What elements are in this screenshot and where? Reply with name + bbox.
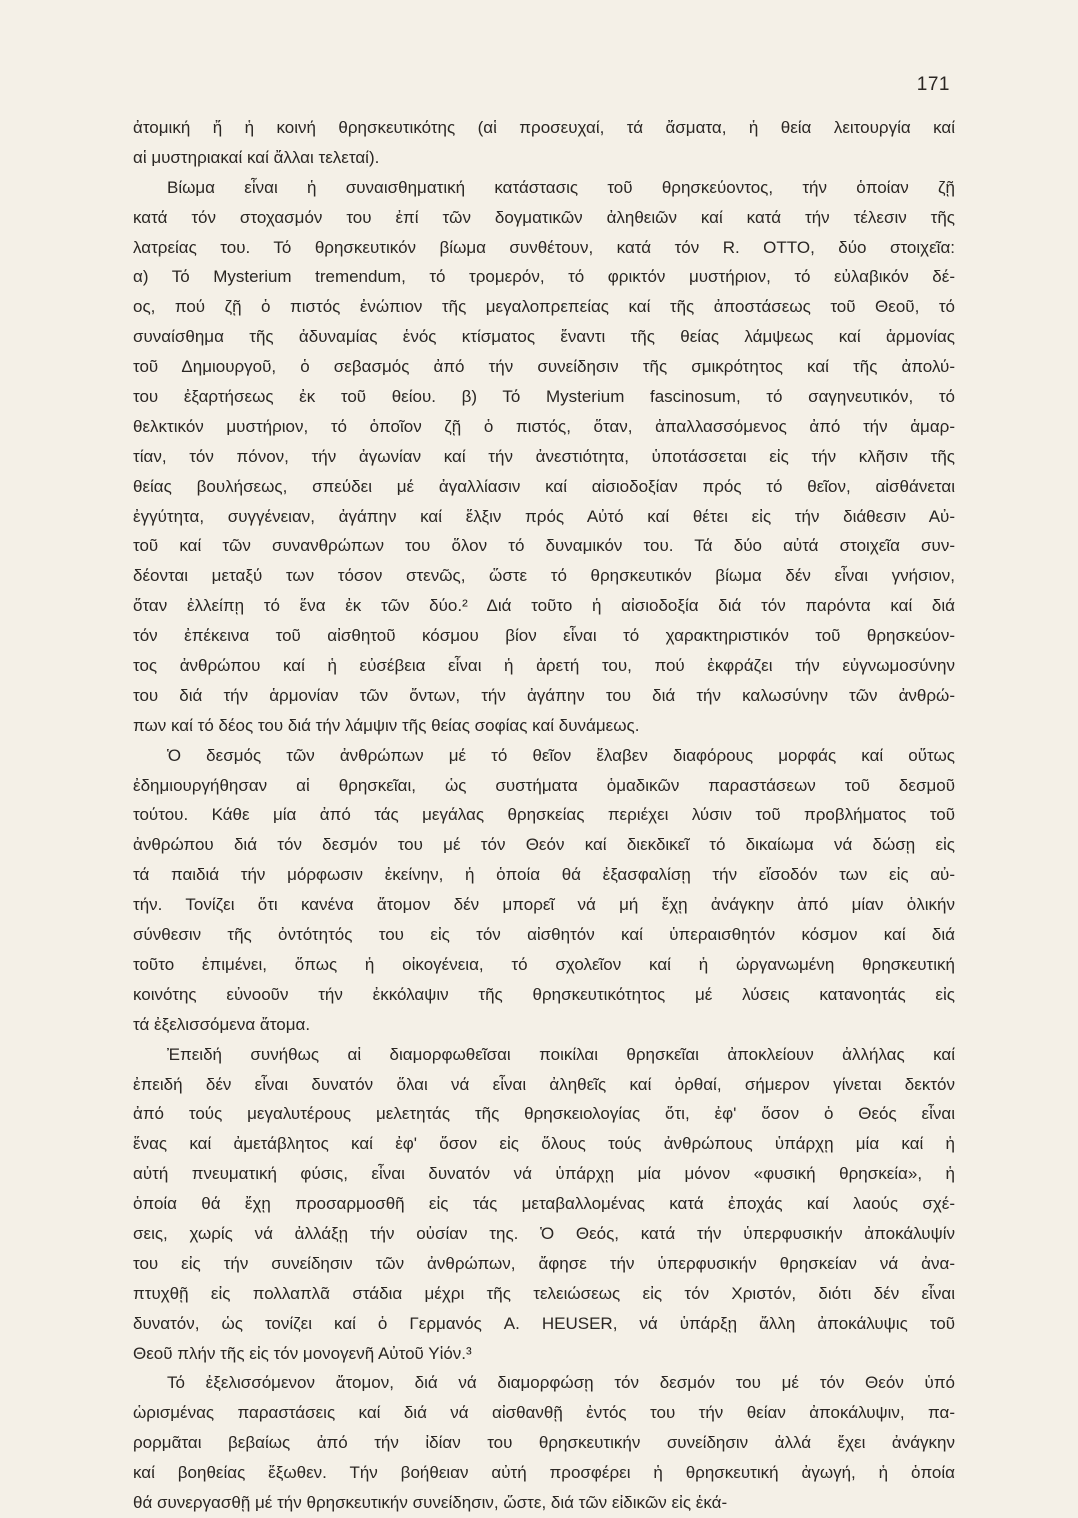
- text-line: ἐγγύτητα, συγγένειαν, ἀγάπην καί ἕλξιν πρός Αὐτό καί θέτει εἰς τήν διάθεσιν Αὐ-: [133, 506, 955, 526]
- text-line: καί βοηθείας ἔξωθεν. Τήν βοήθειαν αὐτή προσφέρει ἡ θρησκευτική ἀγωγή, ἡ ὁποία: [133, 1463, 955, 1483]
- text-line: ρορμᾶται βεβαίως ἀπό τήν ἰδίαν του θρησκευτικήν συνείδησιν ἀλλά ἔχει ἀνάγκην: [133, 1433, 955, 1453]
- text-line: αἱ μυστηριακαί καί ἄλλαι τελεταί).: [133, 147, 380, 167]
- paragraph: [133, 741, 955, 1040]
- text-line: σεις, χωρίς νά ἀλλάξῃ τήν οὐσίαν της. Ὁ Θεός, κατά τήν ὑπερφυσικήν ἀποκάλυψίν: [133, 1223, 955, 1243]
- text-line: ος, πού ζῇ ὁ πιστός ἐνώπιον τῆς μεγαλοπρεπείας καί τῆς ἀποστάσεως τοῦ Θεοῦ, τό: [133, 297, 955, 317]
- text-line: σύνθεσιν τῆς ὀντότητός του εἰς τόν αἰσθητόν καί ὑπεραισθητόν κόσμον καί διά: [133, 925, 955, 945]
- text-line: θελκτικόν μυστήριον, τό ὁποῖον ζῇ ὁ πιστός, ὅταν, ἀπαλλασσόμενος ἀπό τήν ἁμαρ-: [133, 416, 955, 436]
- text-line: θείας βουλήσεως, σπεύδει μέ ἀγαλλίασιν καί αἰσιοδοξίαν πρός τό θεῖον, αἰσθάνεται: [133, 476, 955, 496]
- text-line: ὡρισμένας παραστάσεις καί διά νά αἰσθανθῇ ἐντός του τήν θείαν ἀποκάλυψιν, πα-: [133, 1403, 955, 1423]
- text-line: του εἰς τήν συνείδησιν τῶν ἀνθρώπων, ἄφησε τήν ὑπερφυσικήν θρησκείαν νά ἀνα-: [133, 1253, 955, 1273]
- body-text: [133, 113, 955, 1518]
- text-line: τά παιδιά τήν μόρφωσιν ἐκείνην, ἡ ὁποία θά ἐξασφαλίσῃ τήν εἴσοδόν των εἰς αὐ-: [133, 865, 955, 885]
- text-line: ἐδημιουργήθησαν αἱ θρησκεῖαι, ὡς συστήματα ὁμαδικῶν παραστάσεων τοῦ δεσμοῦ: [133, 775, 955, 795]
- text-line: τοῦ Δημιουργοῦ, ὁ σεβασμός ἀπό τήν συνείδησιν τῆς σμικρότητος καί τῆς ἀπολύ-: [133, 357, 955, 377]
- text-line: τος ἀνθρώπου καί ἡ εὐσέβεια εἶναι ἡ ἀρετή του, πού ἐκφράζει τήν εὐγνωμοσύνην: [133, 656, 955, 676]
- text-line: κοινότης εὐνοοῦν τήν ἐκκόλαψιν τῆς θρησκευτικότητος μέ λύσεις κατανοητάς εἰς: [133, 984, 955, 1004]
- text-line: Ἐπειδή συνήθως αἱ διαμορφωθεῖσαι ποικίλαι θρησκεῖαι ἀποκλείουν ἀλλήλας καί: [167, 1044, 955, 1064]
- text-line: ὁποία θά ἔχῃ προσαρμοσθῆ εἰς τάς μεταβαλλομένας κατά ἐποχάς καί λαούς σχέ-: [133, 1194, 955, 1214]
- text-line: Θεοῦ πλήν τῆς εἰς τόν μονογενῆ Αὐτοῦ Υἱόν.³: [133, 1343, 472, 1363]
- text-line: δέονται μεταξύ των τόσον στενῶς, ὥστε τό θρησκευτικόν βίωμα δέν εἶναι γνήσιον,: [133, 566, 955, 586]
- text-line: συναίσθημα τῆς ἀδυναμίας ἑνός κτίσματος ἔναντι τῆς θείας λάμψεως καί ἁρμονίας: [133, 327, 955, 347]
- text-line: πων καί τό δέος του διά τήν λάμψιν τῆς θείας σοφίας καί δυνάμεως.: [133, 715, 640, 735]
- text-line: θά συνεργασθῇ μέ τήν θρησκευτικήν συνείδησιν, ὥστε, διά τῶν εἰδικῶν εἰς ἑκά-: [133, 1492, 728, 1512]
- text-line: πτυχθῇ εἰς πολλαπλᾶ στάδια μέχρι τῆς τελειώσεως εἰς τόν Χριστόν, διότι δέν εἶναι: [133, 1283, 955, 1303]
- text-line: τά ἐξελισσόμενα ἄτομα.: [133, 1014, 311, 1034]
- paragraph: [133, 1040, 955, 1369]
- text-line: λατρείας του. Τό θρησκευτικόν βίωμα συνθέτουν, κατά τόν R. OTTO, δύο στοιχεῖα:: [133, 237, 955, 257]
- text-line: Τό ἐξελισσόμενον ἄτομον, διά νά διαμορφώσῃ τόν δεσμόν του μέ τόν Θεόν ὑπό: [167, 1373, 955, 1393]
- paragraph: [133, 113, 955, 173]
- text-line: τήν. Τονίζει ὅτι κανένα ἄτομον δέν μπορεῖ νά μή ἔχῃ ἀνάγκην ἀπό μίαν ὁλικήν: [133, 895, 955, 915]
- text-line: ὅταν ἐλλείπῃ τό ἕνα ἐκ τῶν δύο.² Διά τοῦτο ἡ αἰσιοδοξία διά τόν παρόντα καί διά: [133, 596, 955, 616]
- text-line: τοῦ καί τῶν συνανθρώπων του ὅλον τό δυναμικόν του. Τά δύο αὐτά στοιχεῖα συν-: [133, 536, 955, 556]
- text-line: ἀτομική ἤ ἡ κοινή θρησκευτικότης (αἱ προσευχαί, τά ἄσματα, ἡ θεία λειτουργία καί: [133, 118, 955, 137]
- text-line: του ἐξαρτήσεως ἐκ τοῦ θείου. β) Τό Mysterium fascinosum, τό σαγηνευτικόν, τό: [133, 387, 955, 407]
- page-number: 171: [916, 74, 950, 95]
- text-line: τίαν, τόν πόνον, τήν ἀγωνίαν καί τήν ἀνεστιότητα, ὑποτάσσεται εἰς τήν κλῆσιν τῆς: [133, 446, 955, 466]
- text-line: τόν ἐπέκεινα τοῦ αἰσθητοῦ κόσμου βίον εἶναι τό χαρακτηριστικόν τοῦ θρησκεύον-: [133, 626, 955, 646]
- text-line: ἐπειδή δέν εἶναι δυνατόν ὅλαι νά εἶναι ἀληθεῖς καί ὀρθαί, σήμερον γίνεται δεκτόν: [133, 1074, 955, 1094]
- text-line: Ὁ δεσμός τῶν ἀνθρώπων μέ τό θεῖον ἔλαβεν διαφόρους μορφάς καί οὕτως: [167, 745, 955, 765]
- paragraph: [133, 173, 955, 741]
- text-line: τοῦτο ἐπιμένει, ὅπως ἡ οἰκογένεια, τό σχολεῖον καί ἡ ὠργανωμένη θρησκευτική: [133, 954, 955, 974]
- text-line: Βίωμα εἶναι ἡ συναισθηματική κατάστασις τοῦ θρησκεύοντος, τήν ὁποίαν ζῇ: [167, 177, 955, 197]
- paragraph: [133, 1368, 955, 1517]
- text-line: τούτου. Κάθε μία ἀπό τάς μεγάλας θρησκείας περιέχει λύσιν τοῦ προβλήματος τοῦ: [133, 805, 955, 825]
- text-line: του διά τήν ἁρμονίαν τῶν ὄντων, τήν ἀγάπην του διά τήν καλωσύνην τῶν ἀνθρώ-: [133, 685, 955, 705]
- text-line: αὐτή πνευματική φύσις, εἶναι δυνατόν νά ὑπάρχῃ μία μόνον «φυσική θρησκεία», ἡ: [133, 1164, 955, 1184]
- text-line: ἀπό τούς μεγαλυτέρους μελετητάς τῆς θρησκειολογίας ὅτι, ἐφ' ὅσον ὁ Θεός εἶναι: [133, 1104, 955, 1124]
- text-line: δυνατόν, ὡς τονίζει καί ὁ Γερμανός A. HEUSER, νά ὑπάρξῃ ἄλλη ἀποκάλυψις τοῦ: [133, 1313, 955, 1333]
- text-line: α) Τό Mysterium tremendum, τό τρομερόν, τό φρικτόν μυστήριον, τό εὐλαβικόν δέ-: [133, 267, 955, 287]
- text-line: κατά τόν στοχασμόν του ἐπί τῶν δογματικῶν ἀληθειῶν καί κατά τήν τέλεσιν τῆς: [133, 207, 955, 227]
- text-line: ἕνας καί ἀμετάβλητος καί ἐφ' ὅσον εἰς ὅλους τούς ἀνθρώπους ὑπάρχῃ μία καί ἡ: [133, 1134, 955, 1154]
- text-line: ἀνθρώπου διά τόν δεσμόν του μέ τόν Θεόν καί διεκδικεῖ τό δικαίωμα νά δώσῃ εἰς: [133, 835, 955, 855]
